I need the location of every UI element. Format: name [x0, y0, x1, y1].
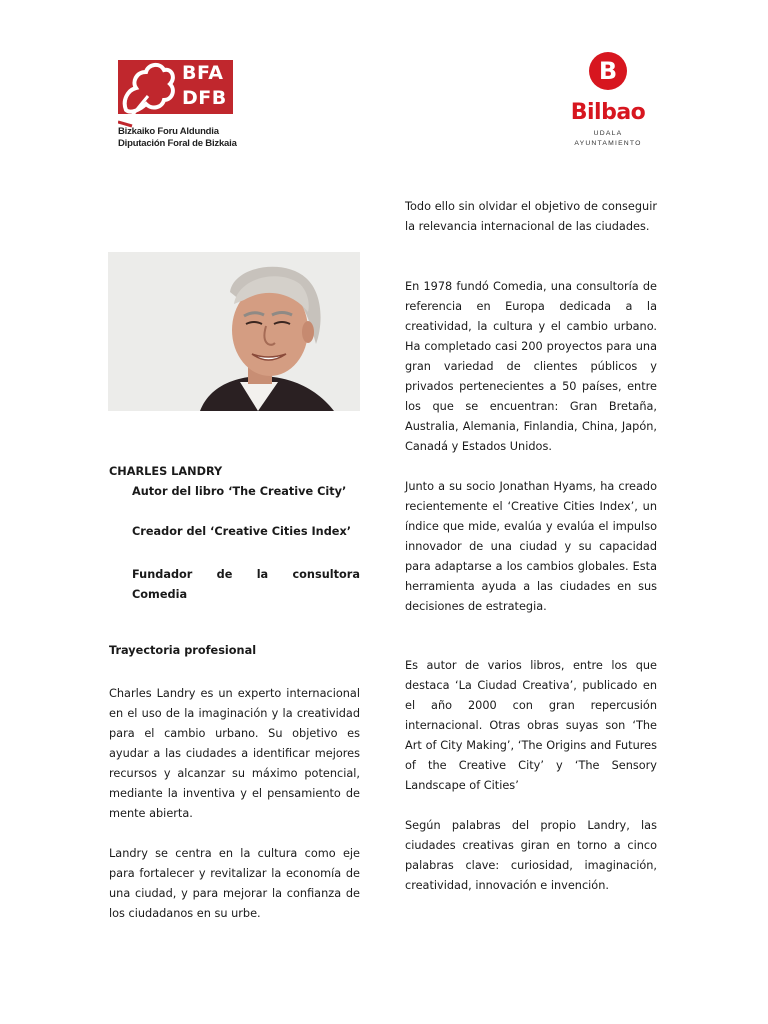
body-paragraph: Junto a su socio Jonathan Hyams, ha creado recientemente el ‘Creative Cities Index’, un índice que mide, evalúa y evalúa el impulso innovador de una ciudad y su capacidad para adaptarse a los cambios globales. Esta herramienta ayuda a las ciudades en sus decisiones de estrategia.: [405, 480, 657, 613]
body-paragraph: Según palabras del propio Landry, las ciudades creativas giran en torno a cinco palabras clave: curiosidad, imaginación, creatividad, innovación e invención.: [405, 819, 657, 892]
person-name: CHARLES LANDRY: [109, 465, 223, 478]
dfb-text: DFB: [182, 87, 227, 109]
body-paragraph: Charles Landry es un experto internacional en el uso de la imaginación y la creatividad para el cambio urbano. Su objetivo es ayudar a las ciudades a identificar mejores recursos y alcanzar su máximo potencial, mediante la inventiva y el pensamiento de mente abierta.: [109, 687, 360, 820]
section-heading: Trayectoria profesional: [109, 644, 257, 657]
role-founder-word: la: [256, 568, 269, 581]
role-founder-company: Comedia: [132, 588, 188, 601]
bfa-subtitle-spanish: Diputación Foral de Bizkaia: [118, 138, 237, 149]
bilbao-logo: [560, 48, 656, 154]
bfa-text: BFA: [182, 62, 224, 84]
bfa-dfb-logo: [118, 60, 237, 152]
body-paragraph: Landry se centra en la cultura como eje para fortalecer y revitalizar la economía de una ciudad, y para mejorar la confianza de los ciudadanos en su urbe.: [109, 847, 360, 920]
body-paragraph: Todo ello sin olvidar el objetivo de conseguir la relevancia internacional de las ciudades.: [405, 200, 657, 233]
role-founder: [132, 565, 360, 605]
portrait-illustration: [108, 252, 360, 411]
bilbao-subtitle-udala: UDALA: [593, 130, 623, 137]
bilbao-subtitle-ayuntamiento: AYUNTAMIENTO: [574, 140, 642, 147]
oak-leaf-icon: [118, 60, 180, 128]
body-paragraph: En 1978 fundó Comedia, una consultoría de referencia en Europa dedicada a la creatividad, la cultura y el cambio urbano. Ha completado casi 200 proyectos para una gran variedad de clientes públicos y privados pertenecientes a 50 países, entre los que se encuentran: Gran Bretaña, Australia, Alemania, Finlandia, China, Japón, Canadá y Estados Unidos.: [405, 280, 657, 453]
role-founder-word: de: [216, 568, 233, 581]
bilbao-letter: B: [598, 57, 618, 85]
role-creator: Creador del ‘Creative Cities Index’: [132, 525, 352, 538]
bfa-subtitle-basque: Bizkaiko Foru Aldundia: [118, 126, 219, 137]
portrait-photo: [108, 252, 360, 411]
body-paragraph: Es autor de varios libros, entre los que destaca ‘La Ciudad Creativa’, publicado en el año 2000 con gran repercusión internacional. Otras obras suyas son ‘The Art of City Making’, ‘The Origins and Futures of the Creative City’ y ‘The Sensory Landscape of Cities’: [405, 659, 657, 792]
role-founder-word: Fundador: [132, 568, 193, 581]
role-author: Autor del libro ‘The Creative City’: [132, 485, 347, 498]
role-founder-word: consultora: [292, 568, 360, 581]
bilbao-wordmark: Bilbao: [570, 100, 646, 125]
